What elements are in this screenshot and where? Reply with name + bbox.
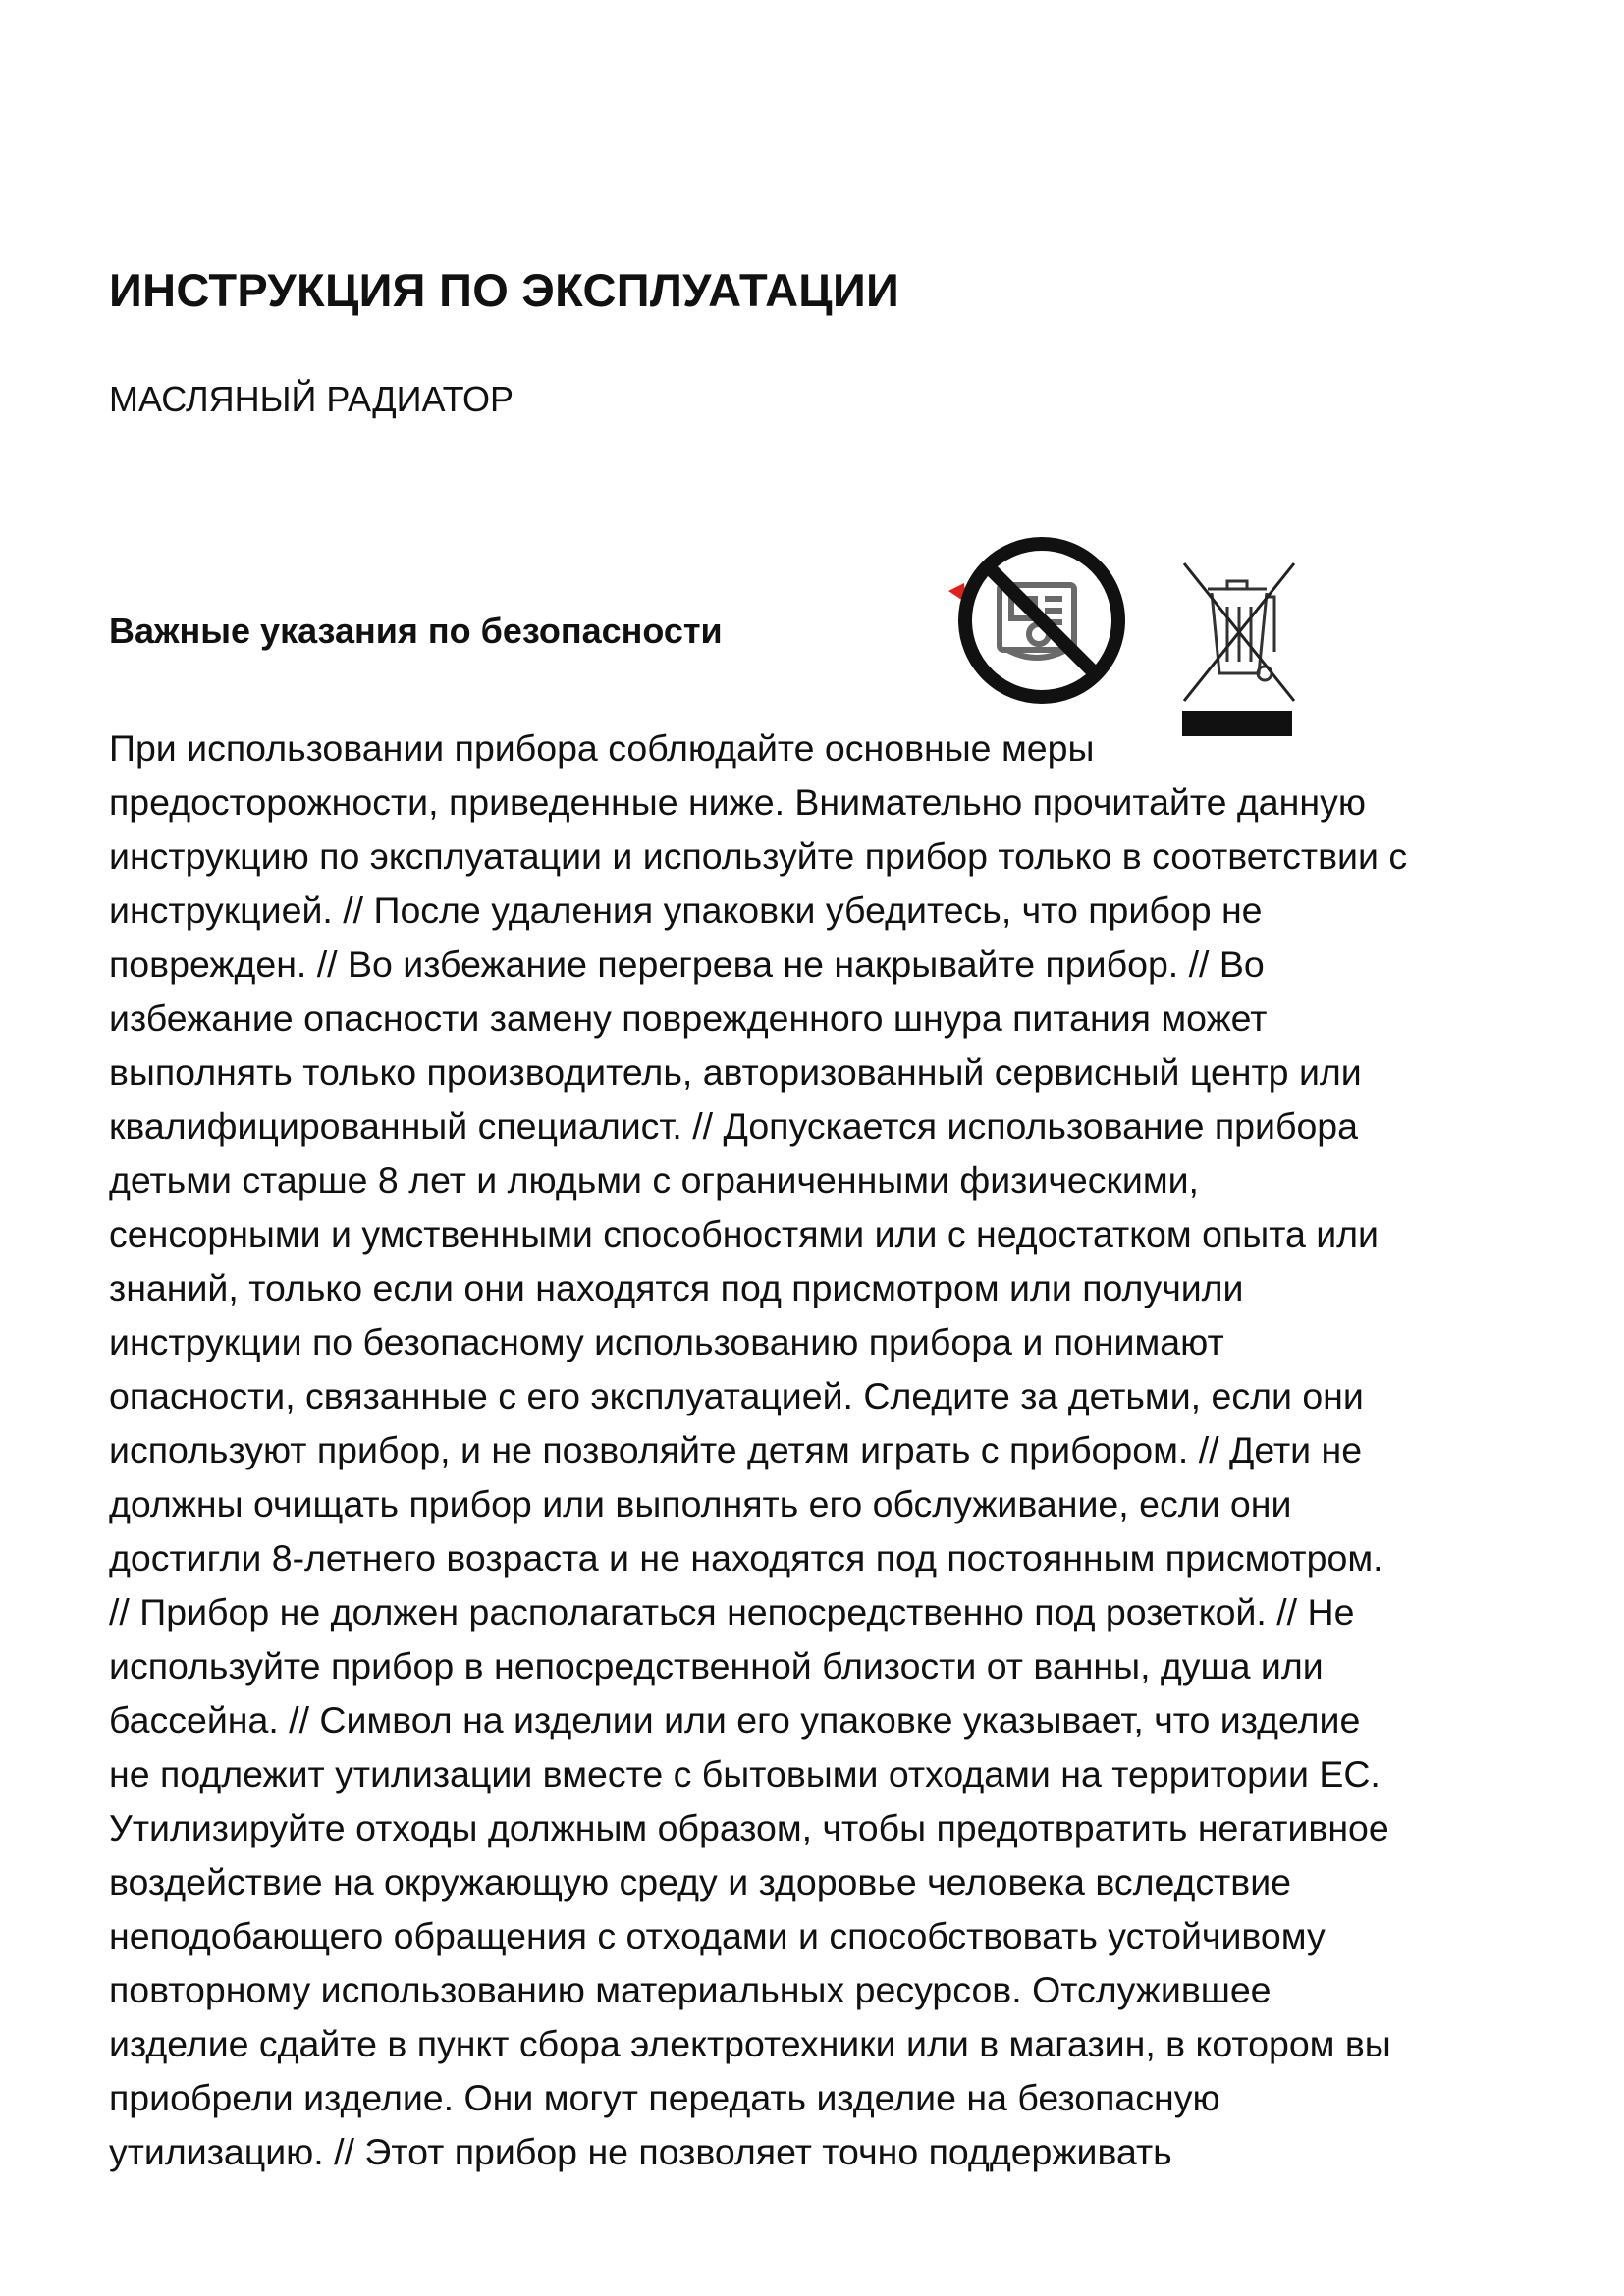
body-line: бассейна. // Символ на изделии или его упаковке указывает, что изделие xyxy=(109,1699,1361,1740)
body-line: используйте прибор в непосредственной близости от ванны, душа или xyxy=(109,1645,1324,1686)
document-subtitle: МАСЛЯНЫЙ РАДИАТОР xyxy=(109,379,514,419)
body-line: инструкции по безопасному использованию прибора и понимают xyxy=(109,1321,1224,1362)
body-line: Утилизируйте отходы должным образом, чтобы предотвратить негативное xyxy=(109,1807,1389,1848)
body-line: инструкцию по эксплуатации и используйте прибор только в соответствии с xyxy=(109,835,1408,877)
body-line: предосторожности, приведенные ниже. Внимательно прочитайте данную xyxy=(109,781,1366,823)
safety-instructions-body xyxy=(109,721,1523,2179)
body-line: опасности, связанные с его эксплуатацией. Следите за детьми, если они xyxy=(109,1375,1364,1416)
body-line: не подлежит утилизации вместе с бытовыми отходами на территории ЕС. xyxy=(109,1753,1380,1794)
body-line: знаний, только если они находятся под присмотром или получили xyxy=(109,1267,1244,1308)
body-line: детьми старше 8 лет и людьми с ограниченными физическими, xyxy=(109,1159,1199,1201)
body-line: изделие сдайте в пункт сбора электротехники или в магазин, в котором вы xyxy=(109,2023,1391,2064)
crossed-out-wheelie-bin-icon xyxy=(1170,558,1308,736)
body-line: поврежден. // Во избежание перегрева не накрывайте прибор. // Во xyxy=(109,943,1265,985)
body-line: сенсорными и умственными способностями или с недостатком опыта или xyxy=(109,1213,1379,1255)
body-line: избежание опасности замену поврежденного шнура питания может xyxy=(109,997,1268,1039)
body-line: // Прибор не должен располагаться непосредственно под розеткой. // Не xyxy=(109,1591,1355,1632)
body-line: выполнять только производитель, авторизованный сервисный центр или xyxy=(109,1051,1362,1093)
body-line: инструкцией. // После удаления упаковки убедитесь, что прибор не xyxy=(109,889,1263,931)
body-line: достигли 8-летнего возраста и не находятся под постоянным присмотром. xyxy=(109,1537,1383,1578)
body-line: утилизацию. // Этот прибор не позволяет точно поддерживать xyxy=(109,2131,1172,2172)
document-title: ИНСТРУКЦИЯ ПО ЭКСПЛУАТАЦИИ xyxy=(109,264,900,316)
body-line: неподобающего обращения с отходами и способствовать устойчивому xyxy=(109,1915,1326,1956)
body-line: воздействие на окружающую среду и здоровье человека вследствие xyxy=(109,1861,1292,1902)
body-line: квалифицированный специалист. // Допускается использование прибора xyxy=(109,1105,1359,1147)
body-line: При использовании прибора соблюдайте основные меры xyxy=(109,727,1095,769)
body-line: повторному использованию материальных ресурсов. Отслужившее xyxy=(109,1969,1272,2010)
body-line: используют прибор, и не позволяйте детям играть с прибором. // Дети не xyxy=(109,1429,1363,1470)
body-line: приобрели изделие. Они могут передать изделие на безопасную xyxy=(109,2077,1220,2118)
safety-section-heading: Важные указания по безопасности xyxy=(109,611,723,651)
no-wash-icon xyxy=(948,530,1129,711)
body-line: должны очищать прибор или выполнять его обслуживание, если они xyxy=(109,1483,1292,1524)
